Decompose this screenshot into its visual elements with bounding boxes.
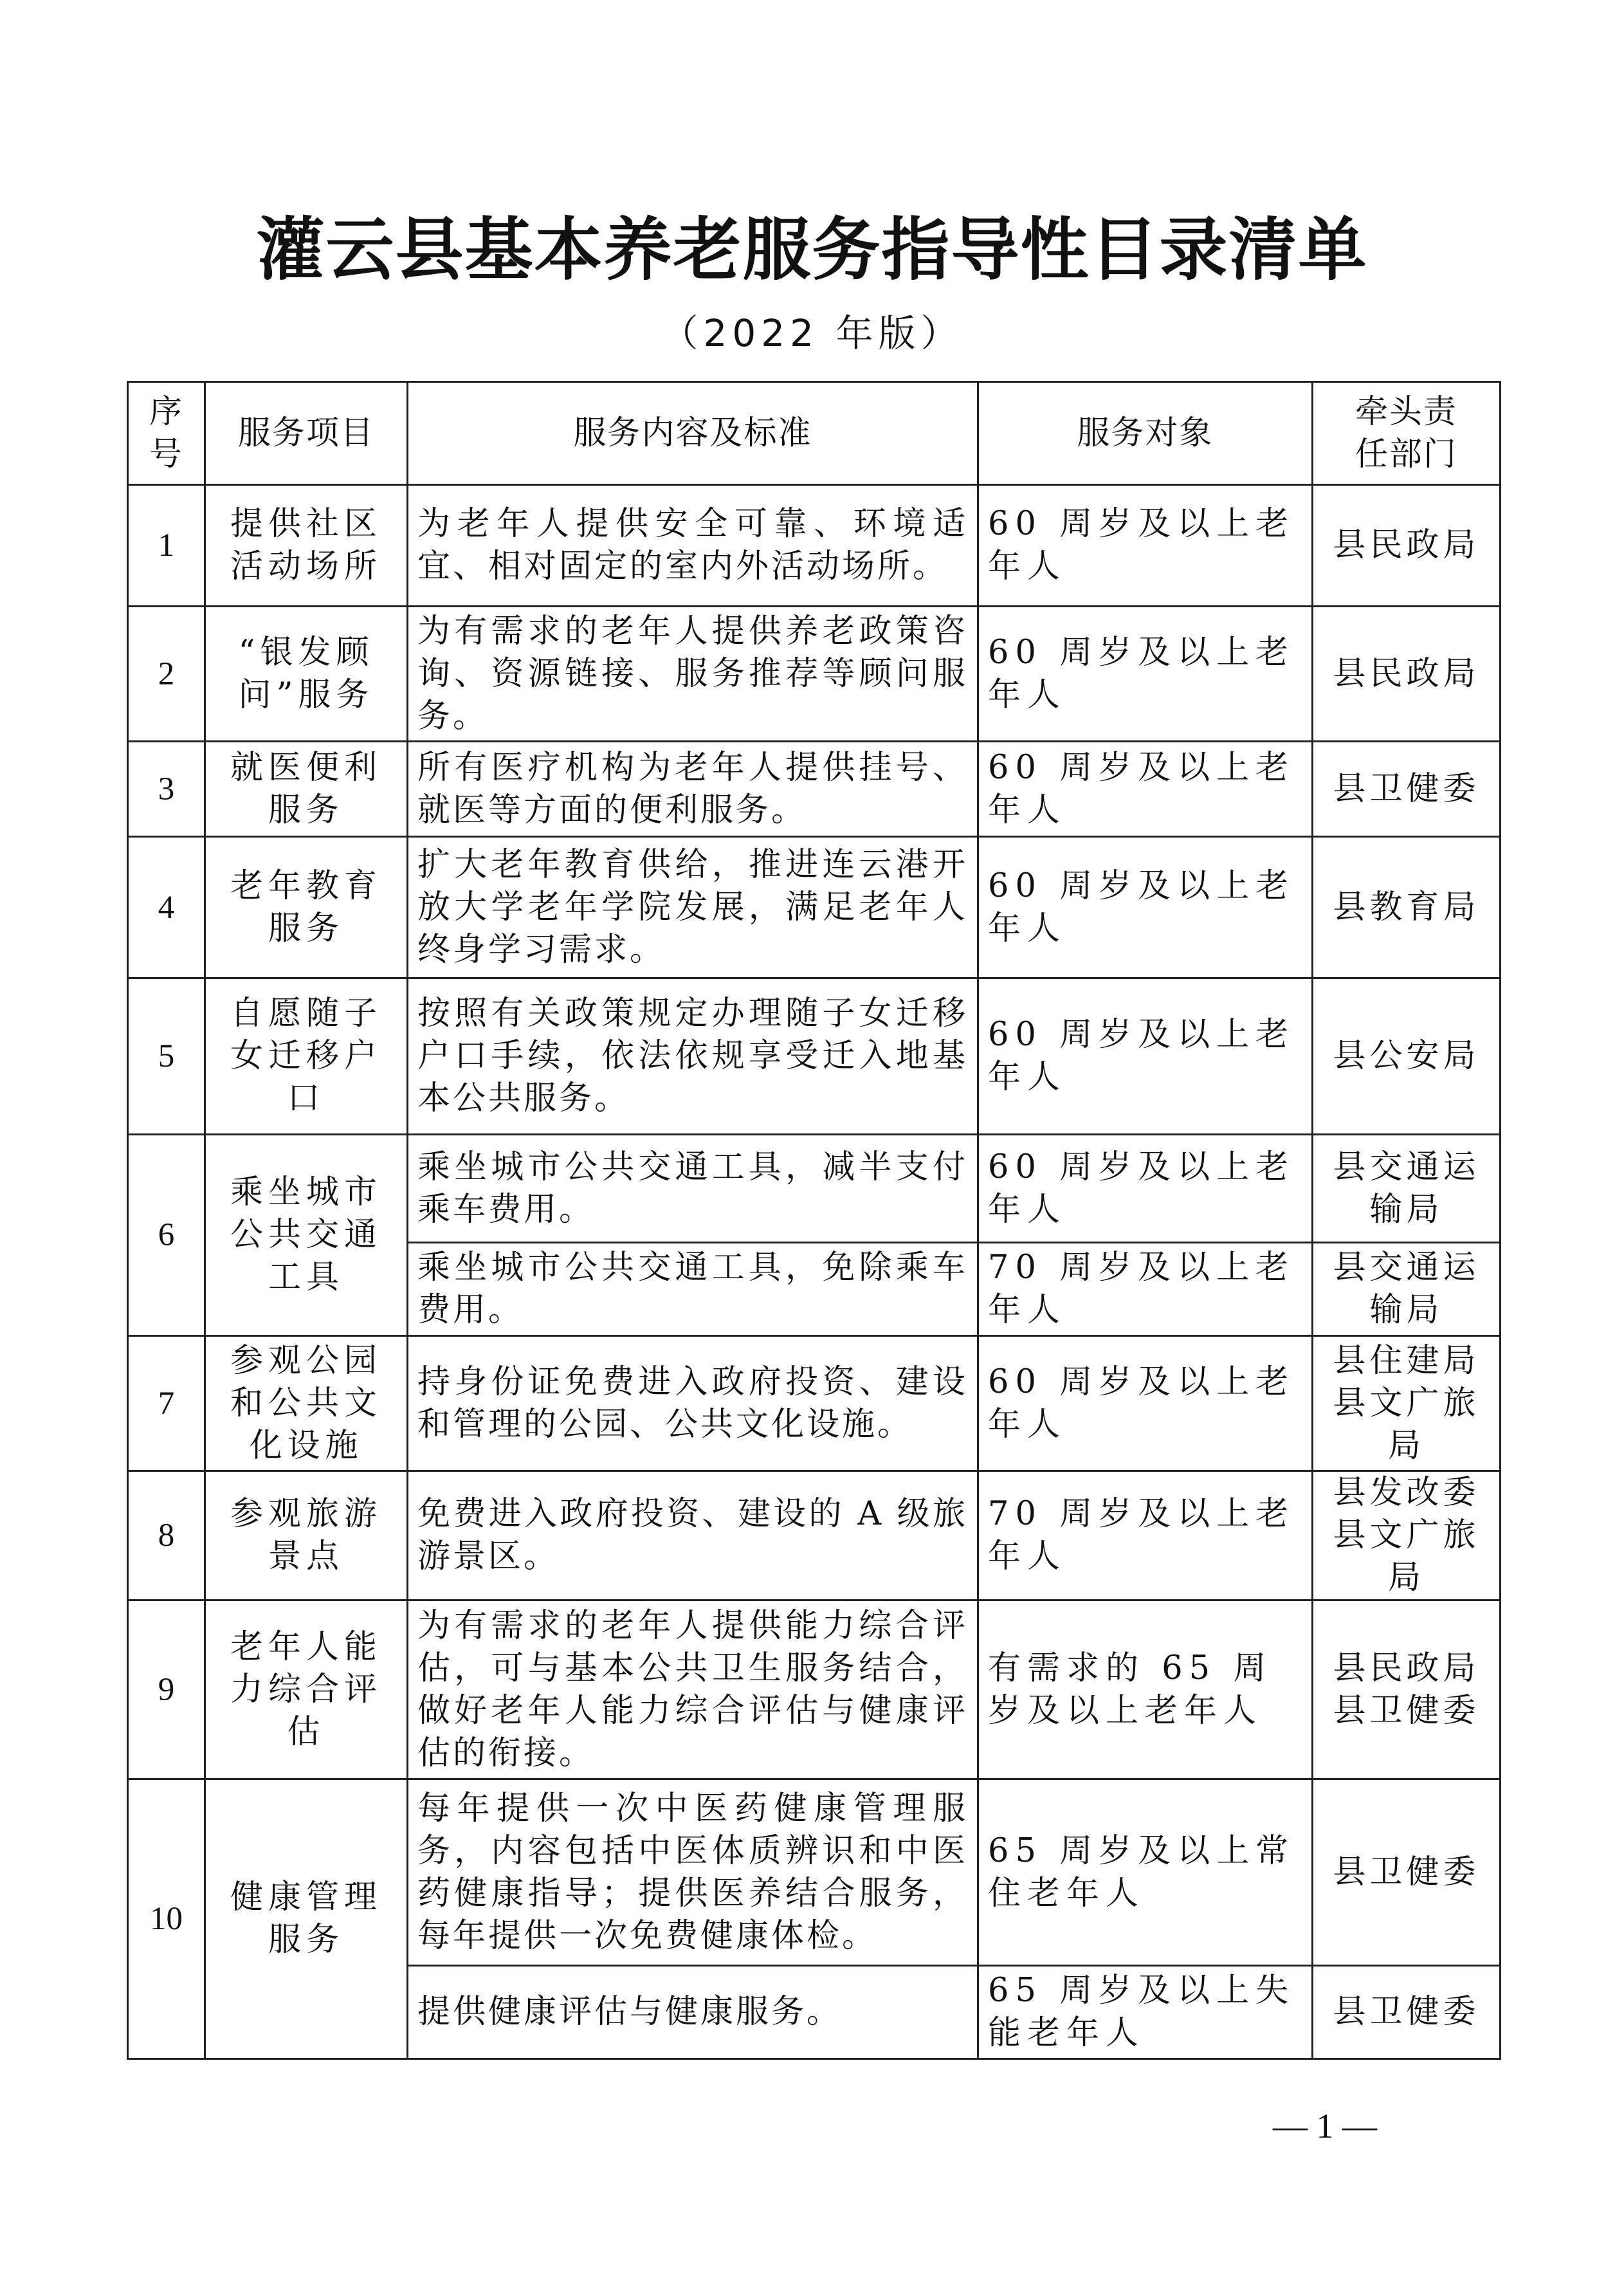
table-row <box>128 485 1501 607</box>
row-target: 60 周岁及以上老年人 <box>978 607 1313 742</box>
header-content: 服务内容及标准 <box>408 382 978 485</box>
table-row <box>128 742 1501 837</box>
row-target: 60 周岁及以上老年人 <box>978 1336 1313 1471</box>
row-target: 60 周岁及以上老年人 <box>978 485 1313 607</box>
row-dept: 县民政局 <box>1313 607 1501 742</box>
row-item: 就医便利服务 <box>205 742 408 837</box>
table-row <box>128 1600 1501 1779</box>
row-dept: 县发改委县文广旅局 <box>1313 1471 1501 1600</box>
row-item: 提供社区活动场所 <box>205 485 408 607</box>
row-no: 9 <box>128 1600 205 1779</box>
service-catalog-table <box>127 381 1501 2060</box>
row-target: 有需求的 65 周岁及以上老年人 <box>978 1600 1313 1779</box>
row-target: 65 周岁及以上常住老年人 <box>978 1779 1313 1966</box>
page-number: — 1 — <box>1273 2107 1377 2145</box>
document-subtitle: （2022 年版） <box>661 311 963 355</box>
row-dept: 县民政局县卫健委 <box>1313 1600 1501 1779</box>
row-content: 为有需求的老年人提供养老政策咨询、资源链接、服务推荐等顾问服务。 <box>408 607 978 742</box>
header-dept: 牵头责任部门 <box>1313 382 1501 485</box>
row-item: 健康管理服务 <box>205 1779 408 2059</box>
row-dept: 县交通运输局 <box>1313 1135 1501 1243</box>
row-target: 60 周岁及以上老年人 <box>978 1135 1313 1243</box>
row-no: 6 <box>128 1135 205 1336</box>
row-content: 免费进入政府投资、建设的 A 级旅游景区。 <box>408 1471 978 1600</box>
row-dept: 县卫健委 <box>1313 1779 1501 1966</box>
document-title: 灌云县基本养老服务指导性目录清单 <box>256 209 1368 289</box>
row-no: 2 <box>128 607 205 742</box>
table-header-row <box>128 382 1501 485</box>
row-no: 7 <box>128 1336 205 1471</box>
row-target: 70 周岁及以上老年人 <box>978 1471 1313 1600</box>
row-target: 60 周岁及以上老年人 <box>978 978 1313 1135</box>
row-dept: 县教育局 <box>1313 837 1501 978</box>
table-row <box>128 1471 1501 1600</box>
row-dept: 县卫健委 <box>1313 1966 1501 2059</box>
row-item: 乘坐城市公共交通工具 <box>205 1135 408 1336</box>
row-item: 老年教育服务 <box>205 837 408 978</box>
row-item: 参观旅游景点 <box>205 1471 408 1600</box>
row-item: 自愿随子女迁移户口 <box>205 978 408 1135</box>
row-content: 为有需求的老年人提供能力综合评估，可与基本公共卫生服务结合，做好老年人能力综合评估与健康评估的衔接。 <box>408 1600 978 1779</box>
table-row <box>128 607 1501 742</box>
row-no: 5 <box>128 978 205 1135</box>
row-no: 8 <box>128 1471 205 1600</box>
row-item: 老年人能力综合评估 <box>205 1600 408 1779</box>
row-content: 所有医疗机构为老年人提供挂号、就医等方面的便利服务。 <box>408 742 978 837</box>
row-target: 70 周岁及以上老年人 <box>978 1243 1313 1336</box>
row-content: 为老年人提供安全可靠、环境适宜、相对固定的室内外活动场所。 <box>408 485 978 607</box>
table-row <box>128 1135 1501 1243</box>
row-no: 4 <box>128 837 205 978</box>
header-no: 序号 <box>128 382 205 485</box>
row-content: 每年提供一次中医药健康管理服务，内容包括中医体质辨识和中医药健康指导；提供医养结合服务，每年提供一次免费健康体检。 <box>408 1779 978 1966</box>
row-dept: 县卫健委 <box>1313 742 1501 837</box>
row-no: 1 <box>128 485 205 607</box>
row-no: 3 <box>128 742 205 837</box>
row-content: 扩大老年教育供给，推进连云港开放大学老年学院发展，满足老年人终身学习需求。 <box>408 837 978 978</box>
row-item: 参观公园和公共文化设施 <box>205 1336 408 1471</box>
row-target: 65 周岁及以上失能老年人 <box>978 1966 1313 2059</box>
table-row <box>128 1779 1501 1966</box>
row-target: 60 周岁及以上老年人 <box>978 837 1313 978</box>
row-no: 10 <box>128 1779 205 2059</box>
row-content: 持身份证免费进入政府投资、建设和管理的公园、公共文化设施。 <box>408 1336 978 1471</box>
header-item: 服务项目 <box>205 382 408 485</box>
row-target: 60 周岁及以上老年人 <box>978 742 1313 837</box>
row-dept: 县交通运输局 <box>1313 1243 1501 1336</box>
row-item: “银发顾问”服务 <box>205 607 408 742</box>
row-dept: 县住建局县文广旅局 <box>1313 1336 1501 1471</box>
row-content: 乘坐城市公共交通工具，免除乘车费用。 <box>408 1243 978 1336</box>
row-dept: 县公安局 <box>1313 978 1501 1135</box>
header-target: 服务对象 <box>978 382 1313 485</box>
row-content: 按照有关政策规定办理随子女迁移户口手续，依法依规享受迁入地基本公共服务。 <box>408 978 978 1135</box>
table-row <box>128 978 1501 1135</box>
table-row <box>128 837 1501 978</box>
row-content: 乘坐城市公共交通工具，减半支付乘车费用。 <box>408 1135 978 1243</box>
row-dept: 县民政局 <box>1313 485 1501 607</box>
row-content: 提供健康评估与健康服务。 <box>408 1966 978 2059</box>
table-row <box>128 1336 1501 1471</box>
